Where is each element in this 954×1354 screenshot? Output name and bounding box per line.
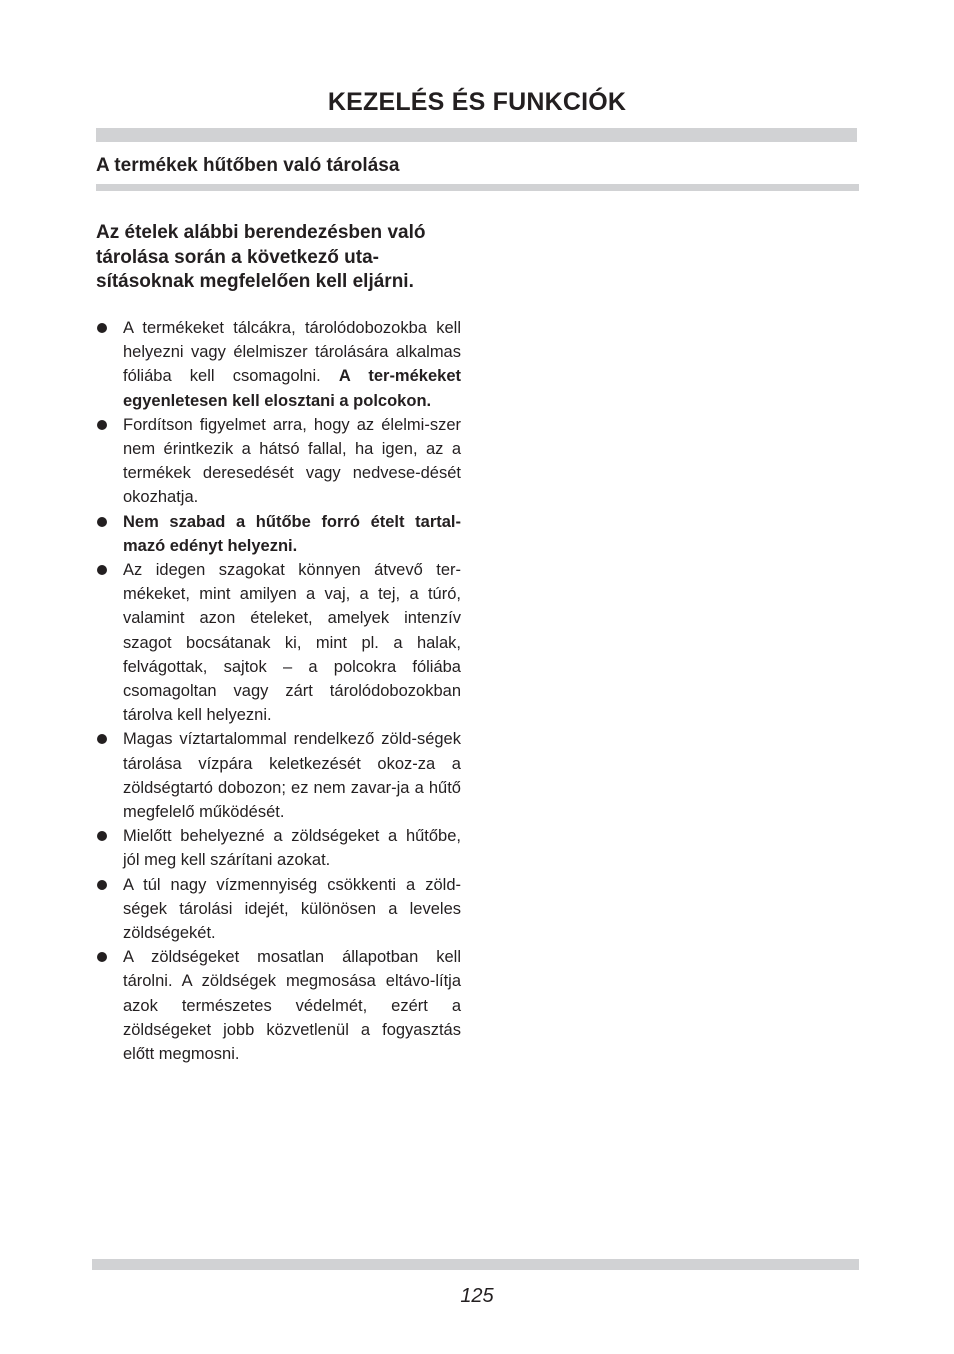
bullet-text: Mielőtt behelyezné a zöldségeket a hűtőbe, jól meg kell szárítani azokat.: [123, 827, 461, 870]
bullet-text: A túl nagy vízmennyiség csökkenti a zöld-ségek tárolási idejét, különösen a leveles zöldségekét.: [123, 875, 461, 943]
bullet-icon: [97, 565, 107, 575]
bullet-icon: [97, 734, 107, 744]
bullet-icon: [97, 323, 107, 333]
bullet-text: Az idegen szagokat könnyen átvevő ter-mékeket, mint amilyen a vaj, a tej, a túró, valamint azon ételeket, amelyek intenzív szagot bocsátanak ki, mint pl. a halak, felvágottak, sajtok – a polcokra fóliába csomagoltan vagy zárt tárolódobozokban tárolva kell helyezni.: [123, 561, 461, 725]
page-number: 125: [460, 1285, 494, 1307]
bullet-bold-text: Nem szabad a hűtőbe forró ételt tartal-mazó edényt helyezni.: [123, 512, 461, 555]
bullet-bold-text: A ter-mékeket egyenletesen kell elosztani a polcokon.: [123, 367, 461, 410]
list-item: [96, 945, 461, 1066]
bullet-icon: [97, 880, 107, 890]
bullet-icon: [97, 831, 107, 841]
list-item: [96, 727, 461, 824]
list-item: [96, 510, 461, 558]
section-divider: [96, 184, 859, 191]
bullet-text: A zöldségeket mosatlan állapotban kell tárolni. A zöldségek megmosása eltávo-lítja azok természetes védelmét, ezért a zöldségeket jobb közvetlenül a fogyasztás előtt megmosni.: [123, 948, 461, 1064]
list-item: [96, 824, 461, 872]
list-item: [96, 316, 461, 413]
list-item: [96, 413, 461, 510]
bullet-list: [96, 316, 461, 1066]
bullet-icon: [97, 952, 107, 962]
bullet-text: Magas víztartalommal rendelkező zöld-ségek tárolása vízpára keletkezését okoz-za a zöldségtartó dobozon; ez nem zavar-ja a hűtő megfelelő működését.: [123, 730, 461, 822]
bullet-icon: [97, 517, 107, 527]
bullet-text: A termékeket tálcákra, tárolódobozokba kell helyezni vagy élelmiszer tárolására alkalmas fóliába kell csomagolni.: [123, 319, 461, 386]
section-title: A termékek hűtőben való tárolása: [96, 155, 400, 176]
bullet-text: Fordítson figyelmet arra, hogy az élelmi-szer nem érintkezik a hátsó fallal, ha igen, az a termékek deresedését vagy nedvese-dését okozhatja.: [123, 415, 461, 507]
list-item: [96, 873, 461, 946]
header-divider: [96, 128, 857, 142]
list-item: [96, 558, 461, 727]
intro-paragraph: Az ételek alábbi berendezésben való tárolása során a következő uta-sításoknak megfelelően kell eljárni.: [96, 222, 426, 292]
page-title: KEZELÉS ÉS FUNKCIÓK: [327, 88, 627, 116]
footer-divider: [92, 1259, 859, 1270]
bullet-icon: [97, 420, 107, 430]
